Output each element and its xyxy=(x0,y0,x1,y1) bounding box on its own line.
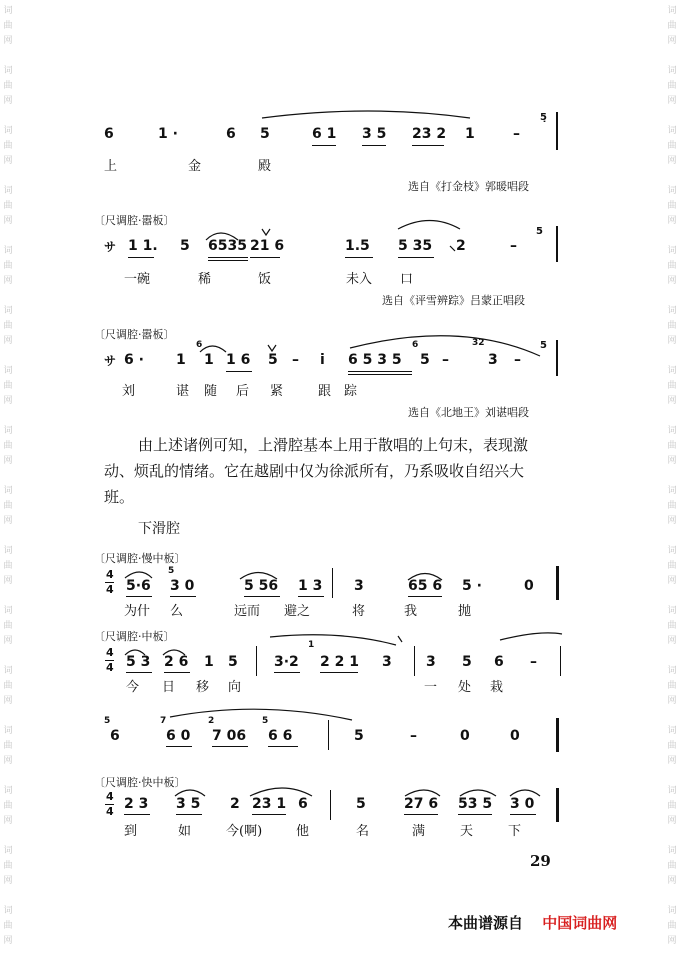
note: 6 xyxy=(110,728,120,744)
note: 6 xyxy=(226,126,236,142)
lyric: 到 xyxy=(124,824,138,839)
watermark-char: 词 xyxy=(667,906,677,916)
underline xyxy=(348,374,412,375)
watermark-char: 词 xyxy=(3,666,13,676)
watermark-char: 词 xyxy=(3,186,13,196)
note: 5 xyxy=(356,796,366,812)
watermark-char: 词 xyxy=(667,366,677,376)
watermark-char: 曲 xyxy=(3,501,13,511)
note: 3·2 xyxy=(274,654,299,670)
grace-note: 5 xyxy=(104,716,111,726)
lyric: 天 xyxy=(460,824,474,839)
note: 6 6 xyxy=(268,728,293,744)
grace-note: 5 xyxy=(262,716,269,726)
note: 5 xyxy=(354,728,364,744)
note: 2 xyxy=(456,238,466,254)
footer-credit xyxy=(448,912,617,933)
note: 1 1. xyxy=(128,238,158,254)
grace-note: 32 xyxy=(472,338,485,348)
mode-label: 〔尺调腔·快中板〕 xyxy=(94,776,186,789)
watermark-char: 网 xyxy=(3,576,13,586)
footer-site-link[interactable]: 中国词曲网 xyxy=(542,914,618,932)
slur-arc xyxy=(250,788,312,796)
watermark-char: 曲 xyxy=(667,801,677,811)
watermark-char: 曲 xyxy=(3,21,13,31)
watermark-char: 网 xyxy=(3,876,13,886)
paragraph-line: 由上述诸例可知，上滑腔基本上用于散唱的上句末，表现激 xyxy=(138,436,529,454)
note: i xyxy=(320,352,325,368)
watermark-char: 网 xyxy=(3,636,13,646)
note: – xyxy=(442,352,449,368)
grace-note: 5 xyxy=(168,566,175,576)
note: 3 0 xyxy=(510,796,535,812)
note: 1 6 xyxy=(226,352,251,368)
lyric: 向 xyxy=(228,680,242,695)
barline xyxy=(330,790,331,820)
barline xyxy=(556,566,559,600)
body-paragraph xyxy=(104,432,574,510)
lyric: 栽 xyxy=(490,680,504,695)
slur-arc xyxy=(262,111,470,118)
note: 5 · xyxy=(462,578,482,594)
note: 0 xyxy=(510,728,520,744)
note: 0 xyxy=(460,728,470,744)
watermark-char: 曲 xyxy=(3,321,13,331)
watermark-char: 曲 xyxy=(3,261,13,271)
lyric: 后 xyxy=(236,384,250,399)
watermark-char: 曲 xyxy=(3,381,13,391)
note: 5 56 xyxy=(244,578,279,594)
watermark-char: 网 xyxy=(3,96,13,106)
barline xyxy=(560,646,561,676)
note: 6 0 xyxy=(166,728,191,744)
lyric: 我 xyxy=(404,604,418,619)
watermark-char: 词 xyxy=(667,306,677,316)
watermark-char: 词 xyxy=(667,66,677,76)
barline xyxy=(556,226,558,262)
time-sig-top: 4 xyxy=(106,646,114,659)
barline xyxy=(556,788,559,822)
watermark-char: 网 xyxy=(3,216,13,226)
barline xyxy=(556,340,558,376)
time-sig-bottom: 4 xyxy=(106,661,114,674)
lyric: 未入 xyxy=(346,272,373,287)
underline xyxy=(170,596,196,597)
watermark-char: 曲 xyxy=(667,201,677,211)
barline xyxy=(556,718,559,752)
watermark-char: 网 xyxy=(3,756,13,766)
note: 23 1 xyxy=(252,796,287,812)
lyric: 踪 xyxy=(344,384,358,399)
watermark-char: 词 xyxy=(667,726,677,736)
note: 23 2 xyxy=(412,126,447,142)
lyric: 今 xyxy=(126,680,140,695)
watermark-char: 网 xyxy=(667,636,677,646)
watermark-char: 词 xyxy=(667,846,677,856)
watermark-char: 词 xyxy=(3,426,13,436)
slur-arc xyxy=(500,633,562,640)
free-tempo-mark: サ xyxy=(104,240,117,254)
underline xyxy=(126,596,152,597)
underline xyxy=(362,145,386,146)
watermark-char: 网 xyxy=(667,456,677,466)
lyric: 如 xyxy=(178,824,192,839)
lyric: 日 xyxy=(162,680,176,695)
lyric: 么 xyxy=(170,604,184,619)
watermark-char: 词 xyxy=(3,786,13,796)
underline xyxy=(164,672,190,673)
time-sig-top: 4 xyxy=(106,790,114,803)
watermark-char: 网 xyxy=(667,96,677,106)
note: 6 xyxy=(104,126,114,142)
underline xyxy=(124,814,150,815)
note: 5 3 xyxy=(126,654,151,670)
note: 1 xyxy=(465,126,475,142)
watermark-char: 曲 xyxy=(3,741,13,751)
note: 6 xyxy=(298,796,308,812)
watermark-char: 词 xyxy=(667,246,677,256)
note: 5·6 xyxy=(126,578,151,594)
watermark-char: 网 xyxy=(667,156,677,166)
grace-note: 5 xyxy=(536,226,543,237)
watermark-char: 曲 xyxy=(667,441,677,451)
watermark-char: 词 xyxy=(3,726,13,736)
lyric: 处 xyxy=(458,680,472,695)
watermark-char: 词 xyxy=(667,486,677,496)
watermark-char: 网 xyxy=(3,516,13,526)
note: 3 xyxy=(426,654,436,670)
underline xyxy=(128,257,154,258)
watermark-char: 曲 xyxy=(667,81,677,91)
lyric: 一 xyxy=(424,680,438,695)
watermark-char: 网 xyxy=(667,396,677,406)
underline xyxy=(408,596,442,597)
watermark-char: 曲 xyxy=(3,861,13,871)
lyric: 刘 xyxy=(122,384,136,399)
grace-note: 1 xyxy=(308,640,315,650)
note: 6 · xyxy=(124,352,144,368)
watermark-char: 曲 xyxy=(667,321,677,331)
underline xyxy=(208,257,248,258)
watermark-char: 曲 xyxy=(667,741,677,751)
page-number: 29 xyxy=(530,852,551,870)
watermark-char: 词 xyxy=(667,426,677,436)
lyric: 今(啊) xyxy=(226,824,263,839)
lyric: 为什 xyxy=(124,604,151,619)
lyric: 口 xyxy=(400,272,414,287)
watermark-char: 曲 xyxy=(667,261,677,271)
mode-label: 〔尺调腔·慢中板〕 xyxy=(94,552,186,565)
barline xyxy=(256,646,257,676)
lyric: 饭 xyxy=(258,272,272,287)
note: 3 xyxy=(488,352,498,368)
watermark-char: 网 xyxy=(667,276,677,286)
underline xyxy=(510,814,536,815)
watermark-char: 词 xyxy=(667,126,677,136)
note: 21 6 xyxy=(250,238,285,254)
watermark-char: 词 xyxy=(667,186,677,196)
watermark-char: 词 xyxy=(667,666,677,676)
watermark-char: 词 xyxy=(3,66,13,76)
watermark-char: 曲 xyxy=(667,381,677,391)
grace-note: 5 xyxy=(540,340,547,351)
watermark-char: 词 xyxy=(3,546,13,556)
watermark-char: 词 xyxy=(667,6,677,16)
underline xyxy=(345,257,373,258)
source-credit: 选自《评雪辨踪》吕蒙正唱段 xyxy=(382,294,525,307)
note: 2 3 xyxy=(124,796,149,812)
note: 1 xyxy=(204,352,214,368)
watermark-char: 曲 xyxy=(3,921,13,931)
watermark-char: 网 xyxy=(667,216,677,226)
watermark-char: 网 xyxy=(667,336,677,346)
note: 3 xyxy=(382,654,392,670)
grace-note: 5̣ xyxy=(540,112,547,123)
footer-prefix: 本曲谱源自 xyxy=(448,914,524,932)
note: – xyxy=(513,126,520,142)
barline xyxy=(556,112,558,150)
watermark-char: 网 xyxy=(3,816,13,826)
underline xyxy=(404,814,438,815)
note: 7 06 xyxy=(212,728,247,744)
watermark-char: 词 xyxy=(667,546,677,556)
paragraph-line: 班。 xyxy=(104,488,135,506)
underline xyxy=(250,257,280,258)
grace-note: 7 xyxy=(160,716,167,726)
watermark-char: 词 xyxy=(3,606,13,616)
watermark-char: 词 xyxy=(3,306,13,316)
note: 0 xyxy=(524,578,534,594)
watermark-char: 词 xyxy=(3,846,13,856)
note: 5 xyxy=(420,352,430,368)
lyric: 跟 xyxy=(318,384,332,399)
free-tempo-mark: サ xyxy=(104,354,117,368)
underline xyxy=(412,145,444,146)
watermark-char: 曲 xyxy=(3,441,13,451)
lyric: 上 xyxy=(104,159,118,174)
watermark-char: 曲 xyxy=(3,621,13,631)
note: 5 xyxy=(260,126,270,142)
barline xyxy=(328,720,329,750)
underline xyxy=(312,145,336,146)
underline xyxy=(348,371,412,372)
watermark-char: 词 xyxy=(3,246,13,256)
note: 1 xyxy=(176,352,186,368)
watermark-char: 曲 xyxy=(667,501,677,511)
lyric: 金 xyxy=(188,159,202,174)
watermark-char: 网 xyxy=(3,696,13,706)
underline xyxy=(398,257,434,258)
note: 1 xyxy=(204,654,214,670)
underline xyxy=(126,672,152,673)
underline xyxy=(226,371,252,372)
barline xyxy=(414,646,415,676)
watermark-char: 词 xyxy=(3,126,13,136)
slur-arc xyxy=(398,221,460,230)
watermark-char: 网 xyxy=(667,576,677,586)
watermark-char: 词 xyxy=(3,486,13,496)
watermark-char: 曲 xyxy=(3,561,13,571)
lyric: 殿 xyxy=(258,159,272,174)
note: 1 · xyxy=(158,126,178,142)
slur-arc xyxy=(270,635,396,645)
lyric: 他 xyxy=(296,824,310,839)
note: 53 5 xyxy=(458,796,493,812)
lyric: 名 xyxy=(356,824,370,839)
note: 5 xyxy=(462,654,472,670)
watermark-char: 网 xyxy=(3,396,13,406)
watermark-char: 曲 xyxy=(667,921,677,931)
barline xyxy=(332,568,333,598)
time-sig-top: 4 xyxy=(106,568,114,581)
underline xyxy=(176,814,202,815)
lyric: 下 xyxy=(508,824,522,839)
lyric: 谌 xyxy=(176,384,190,399)
lyric: 远而 xyxy=(234,604,261,619)
note: 6 xyxy=(494,654,504,670)
watermark-char: 曲 xyxy=(3,141,13,151)
watermark-char: 曲 xyxy=(667,621,677,631)
note: 27 6 xyxy=(404,796,439,812)
watermark-char: 词 xyxy=(667,606,677,616)
source-credit: 选自《北地王》刘谌唱段 xyxy=(408,406,529,419)
watermark-char: 网 xyxy=(3,276,13,286)
mode-label: 〔尺调腔·嚣板〕 xyxy=(94,214,175,227)
watermark-char: 词 xyxy=(3,906,13,916)
mode-label: 〔尺调腔·中板〕 xyxy=(94,630,175,643)
watermark-char: 曲 xyxy=(3,801,13,811)
underline xyxy=(268,746,298,747)
lyric: 一碗 xyxy=(124,272,151,287)
watermark-char: 曲 xyxy=(3,681,13,691)
watermark-char: 曲 xyxy=(667,141,677,151)
watermark-char: 网 xyxy=(667,876,677,886)
watermark-char: 曲 xyxy=(3,81,13,91)
note: 5 xyxy=(268,352,278,368)
lyric: 满 xyxy=(412,824,426,839)
watermark-char: 曲 xyxy=(667,21,677,31)
grace-note: 6 xyxy=(412,340,419,350)
underline xyxy=(458,814,492,815)
watermark-char: 网 xyxy=(667,516,677,526)
paragraph-line: 动、烦乱的情绪。它在越剧中仅为徐派所有，乃系吸收自绍兴大 xyxy=(104,462,525,480)
section-heading: 下滑腔 xyxy=(138,521,180,537)
watermark-char: 词 xyxy=(3,6,13,16)
watermark-char: 网 xyxy=(3,156,13,166)
underline xyxy=(252,814,286,815)
watermark-char: 曲 xyxy=(3,201,13,211)
lyric: 移 xyxy=(196,680,210,695)
watermark-char: 网 xyxy=(667,936,677,946)
lyric: 抛 xyxy=(458,604,472,619)
time-sig-bottom: 4 xyxy=(106,583,114,596)
lyric: 避之 xyxy=(284,604,311,619)
underline xyxy=(208,260,248,261)
watermark-char: 网 xyxy=(667,756,677,766)
note: 3 5 xyxy=(176,796,201,812)
slur-arc xyxy=(170,709,352,720)
watermark-char: 词 xyxy=(3,366,13,376)
note: 2 2 1 xyxy=(320,654,359,670)
watermark-char: 曲 xyxy=(667,561,677,571)
underline xyxy=(166,746,192,747)
note: – xyxy=(510,238,517,254)
lyric: 稀 xyxy=(198,272,212,287)
note: 3 xyxy=(354,578,364,594)
lyric: 将 xyxy=(352,604,366,619)
note: – xyxy=(410,728,417,744)
note: – xyxy=(514,352,521,368)
note: 6 1 xyxy=(312,126,337,142)
lyric: 紧 xyxy=(270,384,284,399)
note: 2 xyxy=(230,796,240,812)
watermark-char: 网 xyxy=(3,456,13,466)
note: – xyxy=(530,654,537,670)
time-sig-bottom: 4 xyxy=(106,805,114,818)
lyric: 随 xyxy=(204,384,218,399)
grace-note: 2 xyxy=(208,716,215,726)
watermark-char: 网 xyxy=(667,816,677,826)
watermark-char: 网 xyxy=(667,696,677,706)
note: 6 5 3 5 xyxy=(348,352,402,368)
source-credit: 选自《打金枝》郭暖唱段 xyxy=(408,180,529,193)
note: 5 35 xyxy=(398,238,433,254)
mode-label: 〔尺调腔·嚣板〕 xyxy=(94,328,175,341)
note: 3 5 xyxy=(362,126,387,142)
underline xyxy=(244,596,280,597)
note: 1.5 xyxy=(345,238,370,254)
watermark-char: 网 xyxy=(3,936,13,946)
underline xyxy=(212,746,248,747)
underline xyxy=(320,672,358,673)
watermark-char: 曲 xyxy=(667,681,677,691)
watermark-char: 词 xyxy=(667,786,677,796)
underline xyxy=(274,672,300,673)
note: 65 6 xyxy=(408,578,443,594)
watermark-char: 网 xyxy=(3,336,13,346)
watermark-char: 网 xyxy=(667,36,677,46)
note: – xyxy=(292,352,299,368)
note: 5 xyxy=(180,238,190,254)
note: 1 3 xyxy=(298,578,323,594)
grace-note: 6 xyxy=(196,340,203,350)
note: 6535 xyxy=(208,238,247,254)
note: 5 xyxy=(228,654,238,670)
watermark-char: 曲 xyxy=(667,861,677,871)
watermark-char: 网 xyxy=(3,36,13,46)
note: 2 6 xyxy=(164,654,189,670)
note: 3 0 xyxy=(170,578,195,594)
underline xyxy=(298,596,324,597)
